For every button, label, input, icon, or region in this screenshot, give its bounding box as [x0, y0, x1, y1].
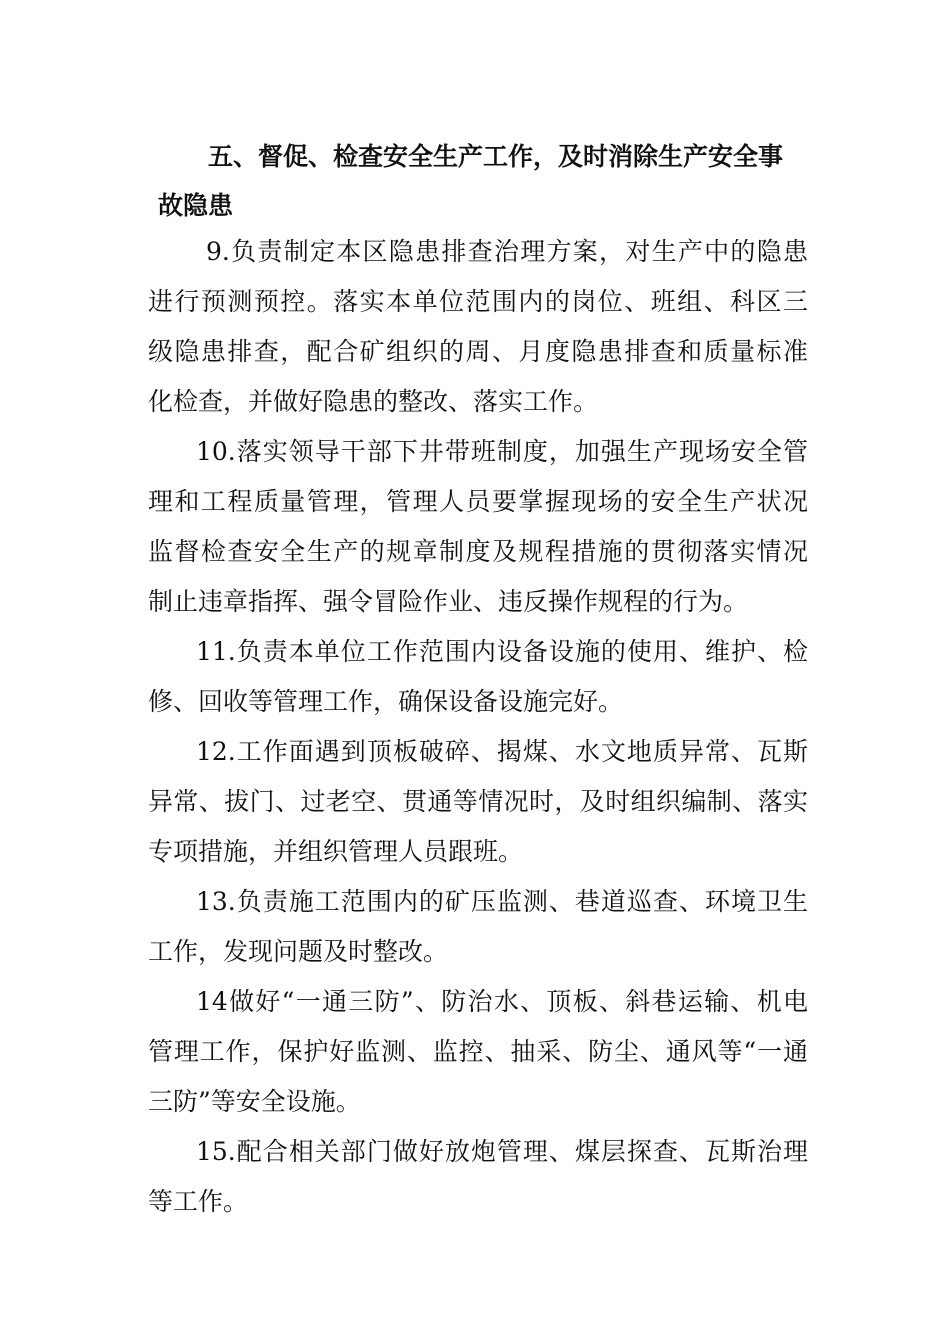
- paragraph-10-line-2: 理和工程质量管理，管理人员要掌握现场的安全生产状况: [148, 487, 808, 516]
- paragraph-10-line-3: 监督检查安全生产的规章制度及规程措施的贯彻落实情况: [148, 537, 808, 566]
- paragraph-14-line-1: 14做好“一通三防”、防治水、顶板、斜巷运输、机电: [196, 987, 808, 1016]
- paragraph-15-line-2: 等工作。: [148, 1187, 249, 1216]
- paragraph-11-line-2: 修、回收等管理工作，确保设备设施完好。: [148, 687, 624, 716]
- section-heading-line-2: 故隐患: [158, 191, 234, 220]
- paragraph-12-line-2: 异常、拔门、过老空、贯通等情况时，及时组织编制、落实: [148, 787, 808, 816]
- paragraph-14-line-2: 管理工作，保护好监测、监控、抽采、防尘、通风等“一通: [148, 1037, 808, 1066]
- paragraph-11-line-1: 11.负责本单位工作范围内设备设施的使用、维护、检: [196, 637, 808, 666]
- paragraph-9-line-4: 化检查，并做好隐患的整改、落实工作。: [148, 387, 599, 416]
- section-heading-line-1: 五、督促、检查安全生产工作，及时消除生产安全事: [208, 142, 784, 171]
- paragraph-10-line-4: 制止违章指挥、强令冒险作业、违反操作规程的行为。: [148, 587, 749, 616]
- paragraph-12-line-3: 专项措施，并组织管理人员跟班。: [148, 837, 524, 866]
- paragraph-10-line-1: 10.落实领导干部下井带班制度，加强生产现场安全管: [196, 437, 808, 466]
- paragraph-12-line-1: 12.工作面遇到顶板破碎、揭煤、水文地质异常、瓦斯: [196, 737, 808, 766]
- paragraph-9-line-2: 进行预测预控。落实本单位范围内的岗位、班组、科区三: [148, 287, 808, 316]
- paragraph-9-line-3: 级隐患排查，配合矿组织的周、月度隐患排查和质量标准: [148, 337, 808, 366]
- paragraph-9-line-1: 9.负责制定本区隐患排查治理方案，对生产中的隐患: [206, 237, 808, 266]
- paragraph-15-line-1: 15.配合相关部门做好放炮管理、煤层探查、瓦斯治理: [196, 1137, 808, 1166]
- paragraph-13-line-1: 13.负责施工范围内的矿压监测、巷道巡查、环境卫生: [196, 887, 808, 916]
- paragraph-14-line-3: 三防”等安全设施。: [148, 1087, 361, 1116]
- paragraph-13-line-2: 工作，发现问题及时整改。: [148, 937, 449, 966]
